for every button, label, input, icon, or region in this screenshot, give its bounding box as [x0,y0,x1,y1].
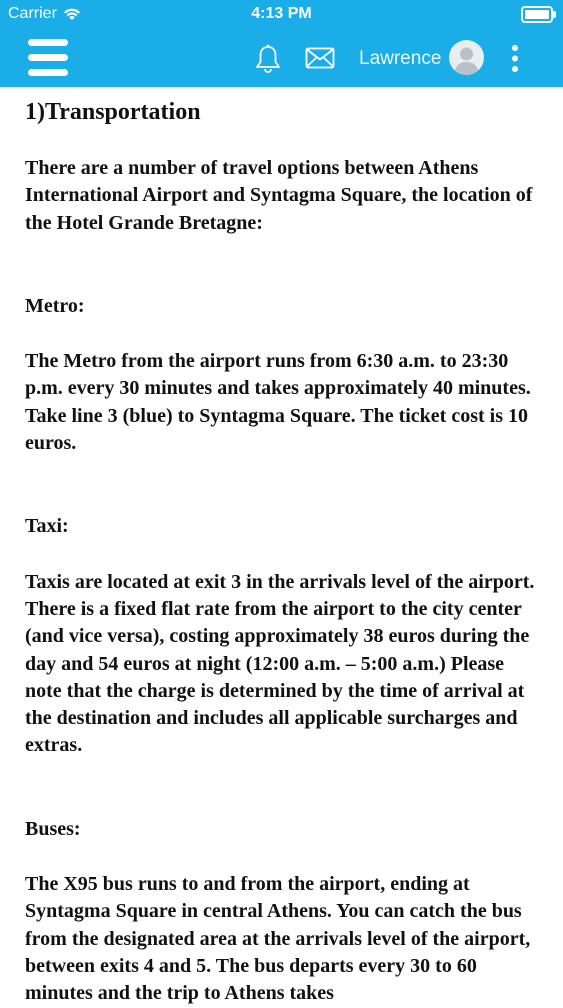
buses-paragraph: The X95 bus runs to and from the airport, ending at Syntagma Square in central Athens. You can catch the bus from the designated area at the arrivals level of the airport, between exits 4 and 5. The bus departs every 30 to 60 minutes and the trip to Athens takes [25,873,531,1005]
metro-heading: Metro: [25,294,85,317]
avatar[interactable] [449,40,484,75]
article-content [25,97,545,1008]
status-time: 4:13 PM [251,5,312,22]
status-bar [0,0,563,30]
battery-icon [521,6,553,23]
taxi-heading: Taxi: [25,515,69,538]
bell-icon[interactable] [254,44,282,74]
more-vertical-icon[interactable] [511,44,519,74]
nav-bar [0,30,563,87]
mail-icon[interactable] [305,47,335,69]
menu-icon[interactable] [28,39,68,77]
buses-heading: Buses: [25,817,81,840]
user-name[interactable]: Lawrence [359,48,442,69]
avatar-icon [449,40,484,75]
taxi-paragraph: Taxis are located at exit 3 in the arrivals level of the airport. There is a fixed flat rate from the airport to the city center (and vice versa), costing approximately 38 euros during the day and 54 euros at night (12:00 a.m. – 5:00 a.m.) Please note that the charge is determined by the time of arrival at the destination and includes all applicable surcharges and extras. [25,570,535,757]
carrier-label: Carrier [8,5,57,22]
intro-paragraph: There are a number of travel options between Athens International Airport and Syntagma Square, the location of the Hotel Grande Bretagne: [25,157,533,234]
app-header [0,0,563,87]
metro-paragraph: The Metro from the airport runs from 6:30 a.m. to 23:30 p.m. every 30 minutes and takes approximately 40 minutes. Take line 3 (blue) to Syntagma Square. The ticket cost is 10 euros. [25,350,531,455]
section-title: 1)Transportation [25,99,201,125]
